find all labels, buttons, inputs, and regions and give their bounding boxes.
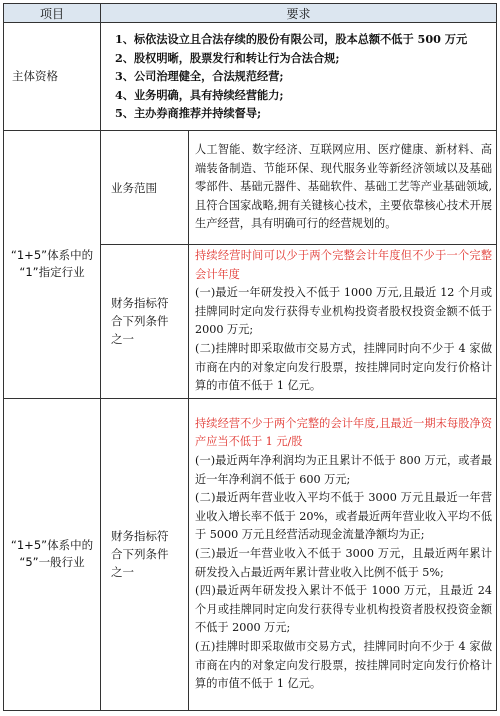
subject-line-2: 2、股权明晰，股票发行和转让行为合法合规; (115, 50, 340, 65)
general-criterion-1: (一)最近两年净利润均为正且累计不低于 800 万元，或者最近一年净利润不低于 600 万元; (195, 453, 493, 486)
general-fin-label-line-3: 之一 (111, 565, 134, 580)
general-criterion-3: (三)最近一年营业收入不低于 3000 万元，且最近两年累计研发投入占最近两年累计营业收入比例不低于 5%; (195, 546, 493, 579)
subject-line-4: 4、业务明确，具有持续经营能力; (115, 87, 284, 102)
general-financial-requirements (189, 398, 497, 710)
specified-criterion-1: (一)最近一年研发投入不低于 1000 万元,且最近 12 个月或挂牌同时定向发行获得专业机构投资者股权投资金额不低于 2000 万元; (195, 286, 493, 337)
subject-requirements (101, 23, 497, 131)
specified-continuity-note: 持续经营时间可以少于两个完整会计年度但不少于一个完整会计年度 (195, 249, 493, 281)
general-industry-label (4, 398, 101, 710)
subject-line-5: 5、主办券商推荐并持续督导; (115, 106, 262, 121)
specified-fin-label-line-1: 财务指标符 (111, 296, 169, 311)
general-fin-label-line-1: 财务指标符 (111, 529, 169, 544)
specified-financial-requirements (189, 245, 497, 399)
specified-criterion-2: (二)挂牌时即采取做市交易方式，挂牌同时向不少于 4 家做市商在内的对象定向发行股票，按挂牌同时定向发行价格计算的市值不低于 1 亿元。 (195, 341, 493, 393)
header-row (4, 4, 497, 23)
subject-row (4, 23, 497, 131)
general-criterion-5: (五)挂牌时即采取做市交易方式，挂牌同时向不少于 4 家做市商在内的对象定向发行股票，按挂牌同时定向发行价格计算的市值不低于 1 亿元。 (195, 639, 493, 691)
general-financial-label (101, 398, 189, 710)
specified-scope-row (4, 131, 497, 245)
subject-line-3: 3、公司治理健全，合法规范经营; (115, 69, 284, 84)
specified-label-line-1: “1+5”体系中的 (10, 248, 94, 263)
specified-label-line-2: “1”指定行业 (19, 265, 85, 280)
general-financial-row (4, 398, 497, 710)
general-label-line-1: “1+5”体系中的 (10, 538, 94, 553)
general-fin-label-line-2: 合下列条件 (111, 547, 169, 562)
scope-label: 业务范围 (101, 131, 189, 245)
header-requirements: 要求 (101, 4, 497, 23)
general-label-line-2: “5”一般行业 (19, 555, 85, 570)
general-criterion-4: (四)最近两年研发投入累计不低于 1000 万元，且最近 24 个月或挂牌同时定向发行获得专业机构投资者股权投资金额不低于 2000 万元; (195, 584, 493, 635)
scope-text: 人工智能、数字经济、互联网应用、医疗健康、新材料、高端装备制造、节能环保、现代服务业等新经济领域以及基础零部件、基础元器件、基础软件、基础工艺等产业基础领域,且符合国家战略,拥有关键核心技术，主要依靠核心技术开展生产经营，具有明确可行的经营规划的。 (189, 131, 497, 245)
specified-fin-label-line-3: 之一 (111, 332, 134, 347)
specified-financial-label (101, 245, 189, 399)
general-criterion-2: (二)最近两年营业收入平均不低于 3000 万元且最近一年营业收入增长率不低于 20%，或者最近两年营业收入平均不低于 5000 万元且经营活动现金流量净额均为正; (195, 491, 493, 542)
listing-requirements-table (3, 3, 497, 711)
general-continuity-note: 持续经营不少于两个完整的会计年度,且最近一期末每股净资产应当不低于 1 元/股 (195, 416, 493, 449)
specified-fin-label-line-2: 合下列条件 (111, 314, 169, 329)
subject-label: 主体资格 (4, 23, 101, 131)
subject-line-1: 1、标依法设立且合法存续的股份有限公司，股本总额不低于 500 万元 (115, 32, 468, 47)
header-item: 项目 (4, 4, 101, 23)
specified-industry-label (4, 131, 101, 399)
